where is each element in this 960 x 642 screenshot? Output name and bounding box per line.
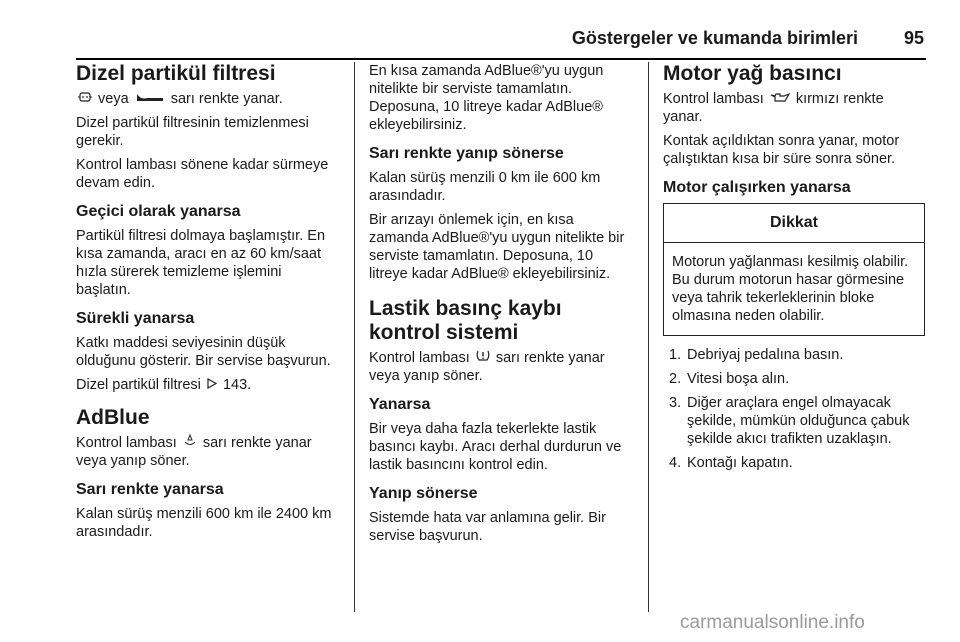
paragraph: Bir veya daha fazla tekerlekte lastik basıncı kaybı. Aracı derhal durdurun ve lastik basıncını kontrol edin. bbox=[369, 421, 622, 473]
warning-box bbox=[663, 203, 925, 336]
column-divider bbox=[648, 62, 649, 612]
heading-tire-pressure: Lastik basınç kaybı kontrol sistemi bbox=[369, 297, 562, 344]
heading-on: Yanarsa bbox=[369, 396, 431, 413]
adblue-icon bbox=[181, 434, 199, 452]
oil-can-icon bbox=[768, 90, 792, 108]
list-item: 3. Diğer araçlara engel olmayacak şekilde, mümkün olduğunca çabuk şekilde akıcı trafikten uzaklaşın. bbox=[669, 395, 910, 447]
paragraph: Katkı maddesi seviyesinin düşük olduğunu gösterir. Bir servise başvurun. bbox=[76, 335, 331, 369]
paragraph: Kontak açıldıktan sonra yanar, motor çalıştıktan kısa bir süre sonra söner. bbox=[663, 133, 900, 167]
steps-list bbox=[663, 346, 925, 472]
page-header bbox=[76, 28, 926, 60]
heading-continuous: Sürekli yanarsa bbox=[76, 310, 195, 327]
paragraph: Partikül filtresi dolmaya başlamıştır. En kısa zamanda, aracı en az 60 km/saat hızla sürerek temizleme işlemini başlatın. bbox=[76, 228, 326, 298]
heading-yellow-blink: Sarı renkte yanıp sönerse bbox=[369, 145, 564, 162]
paragraph: Sistemde hata var anlamına gelir. Bir servise başvurun. bbox=[369, 510, 606, 544]
paragraph: Kontrol lambası sönene kadar sürmeye devam edin. bbox=[76, 157, 329, 191]
paragraph: Dizel partikül filtresinin temizlenmesi gerekir. bbox=[76, 115, 309, 149]
column-divider bbox=[354, 62, 355, 612]
paragraph: Dizel partikül filtresi 143. bbox=[76, 377, 252, 393]
dpf-icon bbox=[76, 90, 94, 108]
list-item: 4. Kontağı kapatın. bbox=[669, 455, 793, 471]
heading-oil-pressure: Motor yağ basıncı bbox=[663, 62, 842, 85]
warning-body: Motorun yağlanması kesilmiş olabilir. Bu durum motorun hasar görmesine veya tahrik tekerleklerinin bloke olmasına neden olabilir. bbox=[672, 254, 909, 324]
paragraph: Kalan sürüş menzili 600 km ile 2400 km arasındadır. bbox=[76, 506, 332, 540]
column-left bbox=[76, 62, 338, 547]
heading-engine-running: Motor çalışırken yanarsa bbox=[663, 179, 851, 196]
paragraph: Kontrol lambası sarı renkte yanar veya yanıp söner. bbox=[369, 350, 605, 384]
column-middle bbox=[369, 62, 633, 551]
heading-adblue: AdBlue bbox=[76, 406, 150, 429]
watermark: carmanualsonline.info bbox=[680, 612, 865, 633]
paragraph: Kalan sürüş menzili 0 km ile 600 km arasındadır. bbox=[369, 170, 601, 204]
heading-yellow-on: Sarı renkte yanarsa bbox=[76, 481, 224, 498]
page-number: 95 bbox=[903, 28, 924, 48]
paragraph: veya sarı renkte yanar. bbox=[76, 90, 338, 108]
heading-dpf: Dizel partikül filtresi bbox=[76, 62, 276, 85]
tire-pressure-icon bbox=[474, 349, 492, 367]
list-item: 2. Vitesi boşa alın. bbox=[669, 371, 790, 387]
column-right bbox=[663, 62, 925, 478]
paragraph: Kontrol lambası sarı renkte yanar veya yanıp söner. bbox=[76, 435, 312, 469]
heading-temporary: Geçici olarak yanarsa bbox=[76, 203, 241, 220]
dpf-level-icon bbox=[133, 90, 167, 108]
page-ref-icon[interactable] bbox=[205, 376, 219, 394]
list-item: 1. Debriyaj pedalına basın. bbox=[669, 347, 844, 363]
section-title: Göstergeler ve kumanda birimleri bbox=[571, 28, 858, 48]
paragraph: En kısa zamanda AdBlue®'yu uygun nitelikte bir serviste tamamlatın. Deposuna, 10 litreye kadar AdBlue® ekleyebilirsiniz. bbox=[369, 63, 604, 133]
warning-title: Dikkat bbox=[664, 204, 924, 243]
paragraph: Kontrol lambası kırmızı renkte yanar. bbox=[663, 91, 884, 125]
paragraph: Bir arızayı önlemek için, en kısa zamanda AdBlue®'yu uygun nitelikte bir serviste tamamlatın. Deposuna, 10 litreye kadar AdBlue® ekleyebilirsiniz. bbox=[369, 212, 625, 282]
heading-flashing: Yanıp sönerse bbox=[369, 485, 478, 502]
